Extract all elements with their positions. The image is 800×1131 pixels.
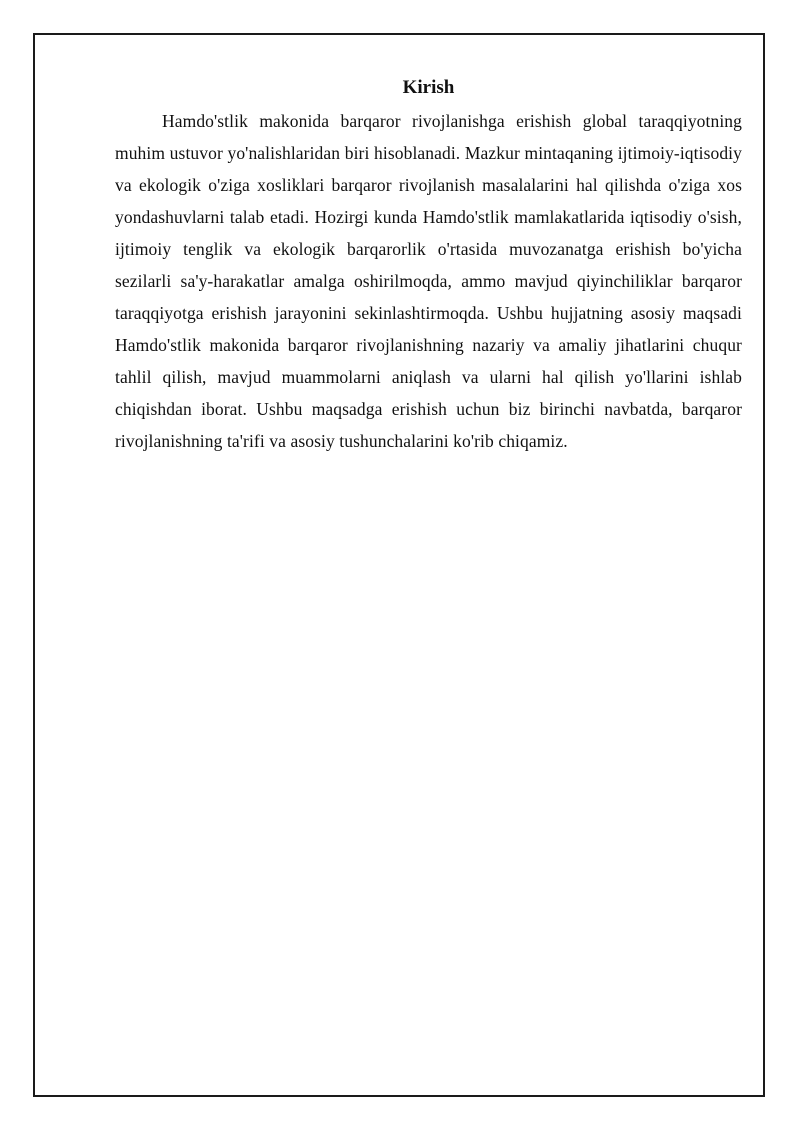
document-body [115, 75, 742, 457]
intro-paragraph: Hamdo'stlik makonida barqaror rivojlanishga erishish global taraqqiyotning muhim ustuvor yo'nalishlaridan biri hisoblanadi. Mazkur mintaqaning ijtimoiy-iqtisodiy va ekologik o'ziga xosliklari barqaror rivojlanish masalalarini hal qilishda o'ziga xos yondashuvlarni talab etadi. Hozirgi kunda Hamdo'stlik mamlakatlarida iqtisodiy o'sish, ijtimoiy tenglik va ekologik barqarorlik o'rtasida muvozanatga erishish bo'yicha sezilarli sa'y-harakatlar amalga oshirilmoqda, ammo mavjud qiyinchiliklar barqaror taraqqiyotga erishish jarayonini sekinlashtirmoqda. Ushbu hujjatning asosiy maqsadi Hamdo'stlik makonida barqaror rivojlanishning nazariy va amaliy jihatlarini chuqur tahlil qilish, mavjud muammolarni aniqlash va ularni hal qilish yo'llarini ishlab chiqishdan iborat. Ushbu maqsadga erishish uchun biz birinchi navbatda, barqaror rivojlanishning ta'rifi va asosiy tushunchalarini ko'rib chiqamiz. [115, 111, 742, 451]
section-title: Kirish [402, 77, 455, 98]
